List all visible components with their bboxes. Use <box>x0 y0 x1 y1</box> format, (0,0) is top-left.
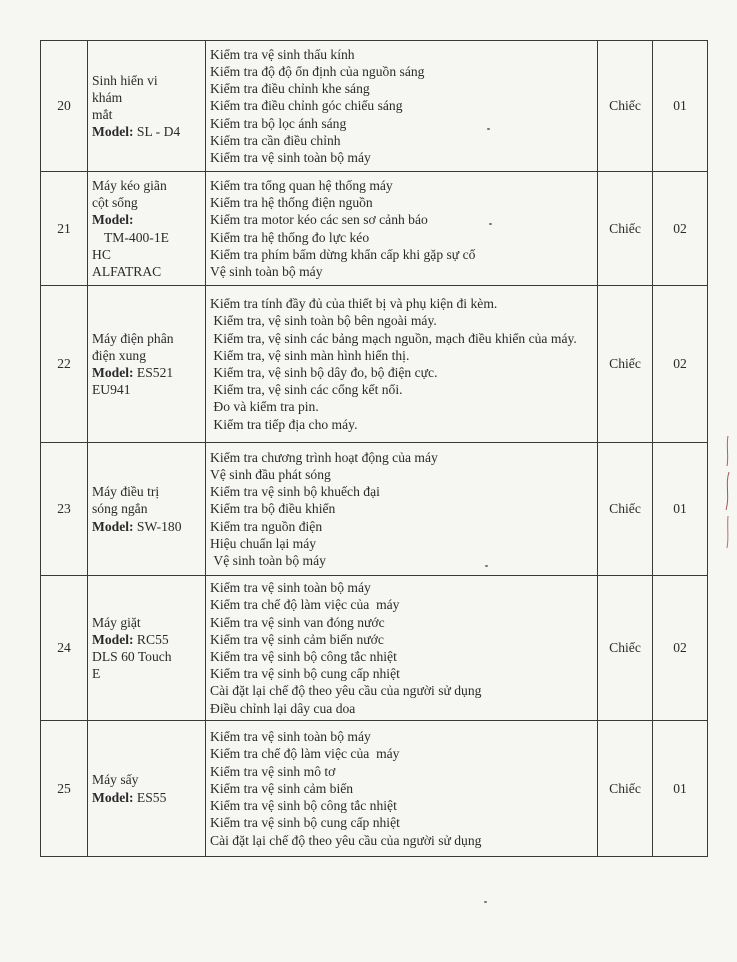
device-name-line: Máy kéo giãn <box>92 177 167 193</box>
quantity-cell: 01 <box>653 443 708 576</box>
device-name-line: Sinh hiển vi <box>92 72 158 88</box>
model-value: RC55 <box>133 631 169 647</box>
task-item: Kiểm tra vệ sinh bộ công tắc nhiệt <box>210 649 397 664</box>
row-number: 21 <box>41 172 88 286</box>
model-value: SL - D4 <box>133 124 181 140</box>
table-row <box>41 286 708 443</box>
model-line <box>92 211 201 228</box>
device-name-cell <box>88 172 206 286</box>
unit-cell: Chiếc <box>598 41 653 172</box>
model-value-line: TM-400-1E <box>104 229 169 245</box>
quantity-cell: 01 <box>653 41 708 172</box>
task-item: Kiểm tra độ độ ổn định của nguồn sáng <box>210 63 425 79</box>
task-item: Kiểm tra vệ sinh cảm biến nước <box>210 631 384 647</box>
device-name-cell <box>88 576 206 721</box>
device-name-line: khám <box>92 89 123 105</box>
task-item: Kiểm tra, vệ sinh các cổng kết nối. <box>210 382 403 398</box>
table-body <box>41 41 708 857</box>
maintenance-tasks-cell <box>206 286 598 443</box>
maintenance-table <box>40 40 708 857</box>
device-name-cell <box>88 721 206 857</box>
task-item: Kiểm tra nguồn điện <box>210 518 323 534</box>
table-row <box>41 443 708 576</box>
task-item: Kiểm tra vệ sinh bộ cung cấp nhiệt <box>210 815 400 831</box>
device-name-line: điện xung <box>92 347 146 363</box>
scan-speck <box>484 901 487 903</box>
quantity-cell: 02 <box>653 576 708 721</box>
device-name-line: Máy sấy <box>92 772 139 788</box>
scan-speck <box>485 565 488 567</box>
row-number: 23 <box>41 443 88 576</box>
unit-cell: Chiếc <box>598 721 653 857</box>
table-row <box>41 721 708 857</box>
row-number: 20 <box>41 41 88 172</box>
task-item: Kiểm tra hệ thống điện nguồn <box>210 195 373 211</box>
task-item: Kiểm tra tiếp địa cho máy. <box>210 416 358 432</box>
model-label: Model: <box>92 789 134 805</box>
device-name-cell <box>88 41 206 172</box>
model-value: ES521 <box>133 365 174 380</box>
quantity-cell: 02 <box>653 286 708 443</box>
task-item: Kiểm tra vệ sinh bộ công tắc nhiệt <box>210 798 397 814</box>
task-item: Kiểm tra, vệ sinh màn hình hiển thị. <box>210 347 410 363</box>
device-name-cell <box>88 286 206 443</box>
task-item: Kiểm tra, vệ sinh bộ dây đo, bộ điện cực. <box>210 365 438 380</box>
task-item: Kiểm tra vệ sinh van đóng nước <box>210 614 385 630</box>
task-item: Kiểm tra phím bấm dừng khẩn cấp khi gặp sự cố <box>210 246 476 262</box>
maintenance-tasks-cell <box>206 41 598 172</box>
task-item: Vệ sinh toàn bộ máy <box>210 263 323 279</box>
scan-speck <box>489 223 492 225</box>
device-name-line: mắt <box>92 107 113 122</box>
task-item: Kiểm tra điều chỉnh khe sáng <box>210 81 370 97</box>
model-value-line: EU941 <box>92 382 131 398</box>
row-number: 25 <box>41 721 88 857</box>
task-item: Hiệu chuẩn lại máy <box>210 535 317 551</box>
task-item: Kiểm tra bộ lọc ánh sáng <box>210 115 347 131</box>
model-value-line: ALFATRAC <box>92 263 162 279</box>
device-name-cell <box>88 443 206 576</box>
task-item: Kiểm tra vệ sinh toàn bộ máy <box>210 150 371 165</box>
table-row <box>41 41 708 172</box>
task-item: Kiểm tra motor kéo các sen sơ cảnh báo <box>210 212 428 228</box>
task-item: Kiểm tra vệ sinh mô tơ <box>210 763 336 779</box>
maintenance-tasks-cell <box>206 443 598 576</box>
device-name-line: Máy điện phân <box>92 330 174 346</box>
task-item: Kiểm tra vệ sinh cảm biến <box>210 780 354 796</box>
model-value-line: HC <box>92 246 111 262</box>
task-item: Kiểm tra vệ sinh thấu kính <box>210 46 355 62</box>
table-row <box>41 172 708 286</box>
model-value-line: E <box>92 666 101 682</box>
row-number: 22 <box>41 286 88 443</box>
model-label: Model: <box>92 212 134 228</box>
task-item: Đo và kiểm tra pin. <box>210 399 319 415</box>
model-label: Model: <box>92 124 134 140</box>
maintenance-tasks-cell <box>206 721 598 857</box>
scan-speck <box>487 128 490 130</box>
task-item: Kiểm tra chế độ làm việc của máy <box>210 746 400 762</box>
maintenance-tasks-cell <box>206 576 598 721</box>
model-label: Model: <box>92 518 134 534</box>
device-name-line: Máy giặt <box>92 614 141 630</box>
task-item: Kiểm tra vệ sinh toàn bộ máy <box>210 729 371 745</box>
table-row <box>41 576 708 721</box>
model-label: Model: <box>92 365 134 380</box>
task-item: Điều chỉnh lại dây cua doa <box>210 700 356 716</box>
maintenance-tasks-cell <box>206 172 598 286</box>
unit-cell: Chiếc <box>598 443 653 576</box>
model-line <box>92 518 201 535</box>
device-name-line: sóng ngắn <box>92 501 148 517</box>
task-item: Kiểm tra, vệ sinh toàn bộ bên ngoài máy. <box>210 313 437 329</box>
task-item: Kiểm tra tính đầy đủ của thiết bị và phụ kiện đi kèm. <box>210 296 498 312</box>
row-number: 24 <box>41 576 88 721</box>
model-label: Model: <box>92 631 134 647</box>
task-item: Vệ sinh đầu phát sóng <box>210 466 331 482</box>
quantity-cell: 02 <box>653 172 708 286</box>
task-item: Cài đặt lại chế độ theo yêu cầu của người sử dụng <box>210 683 482 699</box>
task-item: Kiểm tra chương trình hoạt động của máy <box>210 449 438 465</box>
unit-cell: Chiếc <box>598 576 653 721</box>
model-value: SW-180 <box>133 518 182 534</box>
model-line <box>92 631 201 648</box>
task-item: Kiểm tra vệ sinh toàn bộ máy <box>210 580 371 596</box>
task-item: Kiểm tra điều chỉnh góc chiếu sáng <box>210 98 403 114</box>
task-item: Kiểm tra vệ sinh bộ khuếch đại <box>210 484 380 500</box>
quantity-cell: 01 <box>653 721 708 857</box>
model-value: ES55 <box>133 789 167 805</box>
model-value-line: DLS 60 Touch <box>92 649 172 664</box>
task-item: Vệ sinh toàn bộ máy <box>210 553 326 568</box>
task-item: Kiểm tra tổng quan hệ thống máy <box>210 177 393 193</box>
task-item: Kiểm tra, vệ sinh các bảng mạch nguồn, mạch điều khiển của máy. <box>210 330 577 346</box>
model-line <box>92 123 201 140</box>
task-item: Kiểm tra bộ điều khiển <box>210 501 336 517</box>
task-item: Cài đặt lại chế độ theo yêu cầu của người sử dụng <box>210 832 482 848</box>
task-item: Kiểm tra hệ thống đo lực kéo <box>210 229 370 245</box>
model-line <box>92 364 201 381</box>
device-name-line: Máy điều trị <box>92 484 160 500</box>
task-item: Kiểm tra cần điều chỉnh <box>210 132 341 148</box>
model-line <box>92 789 201 806</box>
unit-cell: Chiếc <box>598 286 653 443</box>
device-name-line: cột sống <box>92 195 138 211</box>
task-item: Kiểm tra vệ sinh bộ cung cấp nhiệt <box>210 666 400 682</box>
unit-cell: Chiếc <box>598 172 653 286</box>
task-item: Kiểm tra chế độ làm việc của máy <box>210 597 400 613</box>
margin-signature-mark <box>716 432 734 552</box>
